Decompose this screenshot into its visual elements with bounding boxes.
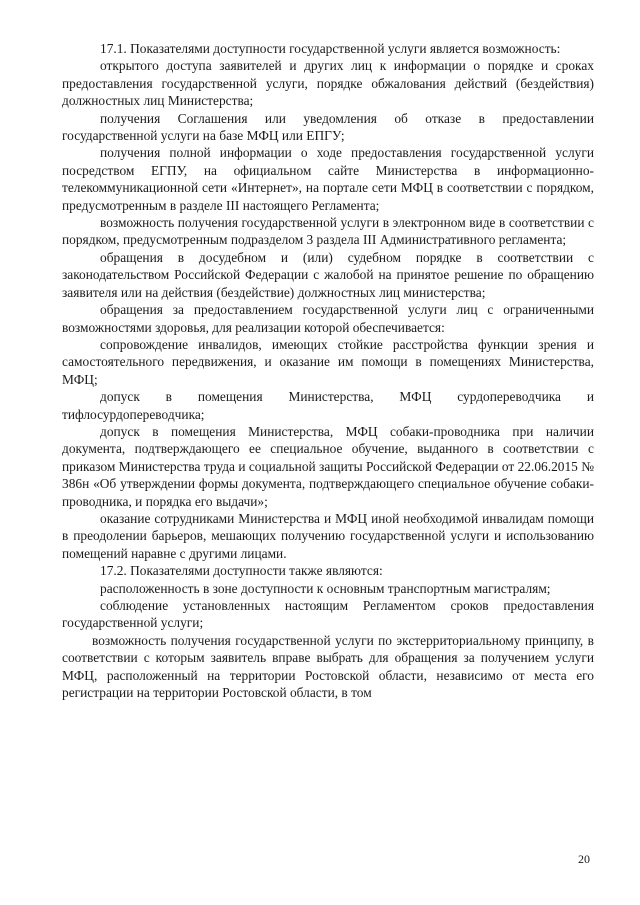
paragraph-assistance: оказание сотрудниками Министерства и МФЦ иной необходимой инвалидам помощи в преодолении барьеров, мешающих получению государственной услуги и использованию помещений наравне с другими лицами.: [62, 510, 594, 561]
paragraph-17-2-heading: 17.2. Показателями доступности также являются:: [100, 563, 383, 579]
paragraph-interpreter: допуск в помещения Министерства, МФЦ сурдопереводчика и тифлосурдопереводчика;: [62, 389, 594, 422]
paragraph-17-1-heading: 17.1. Показателями доступности государственной услуги является возможность:: [100, 41, 561, 56]
paragraph-deadlines: соблюдение установленных настоящим Регламентом сроков предоставления государственной услуги;: [62, 598, 594, 631]
paragraph-disabled-access: обращения за предоставлением государственной услуги лиц с ограниченными возможностями здоровья, для реализации которой обеспечивается:: [62, 302, 594, 335]
paragraph-transport: расположенность в зоне доступности к основным транспортным магистралям;: [100, 580, 551, 596]
document-body: [62, 40, 594, 701]
paragraph-extraterritorial: возможность получения государственной услуги по экстерриториальному принципу, в соответствии с которым заявитель вправе выбрать для обращения за получением услуги МФЦ, расположенный на территории Ростовской области, независимо от места его регистрации на территории Ростовской области, в том: [62, 632, 594, 701]
paragraph-full-info: получения полной информации о ходе предоставления государственной услуги посредством ЕГПУ, на официальном сайте Министерства в информационно-телекоммуникационной сети «Интернет», на портале сети МФЦ в соответствии с порядком, предусмотренным в разделе III настоящего Регламента;: [62, 145, 594, 213]
paragraph-agreement: получения Соглашения или уведомления об отказе в предоставлении государственной услуги на базе МФЦ или ЕПГУ;: [62, 110, 594, 144]
paragraph-electronic: возможность получения государственной услуги в электронном виде в соответствии с порядком, предусмотренным подразделом 3 раздела III Административного регламента;: [62, 215, 594, 248]
page-number: 20: [578, 852, 590, 866]
paragraph-escort: сопровождение инвалидов, имеющих стойкие расстройства функции зрения и самостоятельного передвижения, и оказание им помощи в помещениях Министерства, МФЦ;: [62, 336, 594, 387]
paragraph-appeal: обращения в досудебном и (или) судебном порядке в соответствии с законодательством Российской Федерации с жалобой на принятое решение по обращению заявителя или на действия (бездействие) должностных лиц министерства;: [62, 249, 594, 300]
paragraph-guide-dog: допуск в помещения Министерства, МФЦ собаки-проводника при наличии документа, подтверждающего ее специальное обучение, выданного в соответствии с приказом Министерства труда и социальной защиты Российской Федерации от 22.06.2015 № 386н «Об утверждении формы документа, подтверждающего специальное обучение собаки-проводника, и порядка его выдачи»;: [62, 423, 594, 509]
paragraph-open-access: открытого доступа заявителей и других лиц к информации о порядке и сроках предоставления государственной услуги, порядке обжалования действий (бездействия) должностных лиц Министерства;: [62, 58, 594, 109]
